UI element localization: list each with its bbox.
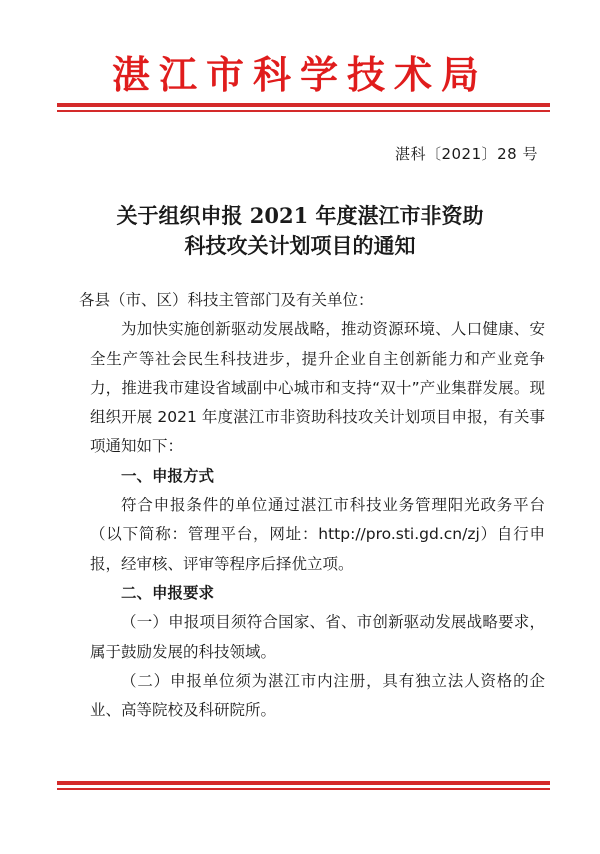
intro-paragraph: 为加快实施创新驱动发展战略，推动资源环境、人口健康、安全生产等社会民生科技进步，提升企业自主创新能力和产业竞争力，推进我市建设省域副中心城市和支持“双十”产业集群发展。现组织开展 2021 年度湛江市非资助科技攻关计划项目申报，有关事项通知如下： xyxy=(90,320,545,456)
document-title-line-1: 关于组织申报 2021 年度湛江市非资助 xyxy=(116,203,484,228)
footer-rule-thin xyxy=(57,788,550,790)
section-1-heading: 一、申报方式 xyxy=(121,466,215,485)
section-2-item-2: （二）申报单位须为湛江市内注册，具有独立法人资格的企业、高等院校及科研院所。 xyxy=(90,671,545,720)
footer-rule-thick xyxy=(57,781,550,785)
section-2-heading: 二、申报要求 xyxy=(121,583,215,602)
section-1-paragraph: 符合申报条件的单位通过湛江市科技业务管理阳光政务平台（以下简称：管理平台，网址：http://pro.sti.gd.cn/zj）自行申报，经审核、评审等程序后择优立项。 xyxy=(90,496,545,573)
document-title-line-2: 科技攻关计划项目的通知 xyxy=(184,233,416,258)
masthead-title: 湛江市科学技术局 xyxy=(111,52,488,97)
header-rule-thin xyxy=(57,110,550,112)
section-2-item-1: （一）申报项目须符合国家、省、市创新驱动发展战略要求，属于鼓励发展的科技领域。 xyxy=(90,613,545,661)
document-body xyxy=(79,286,545,725)
document-number: 湛科〔2021〕28 号 xyxy=(394,145,538,163)
header-rule-thick xyxy=(57,103,550,107)
salutation: 各县（市、区）科技主管部门及有关单位： xyxy=(79,291,374,309)
